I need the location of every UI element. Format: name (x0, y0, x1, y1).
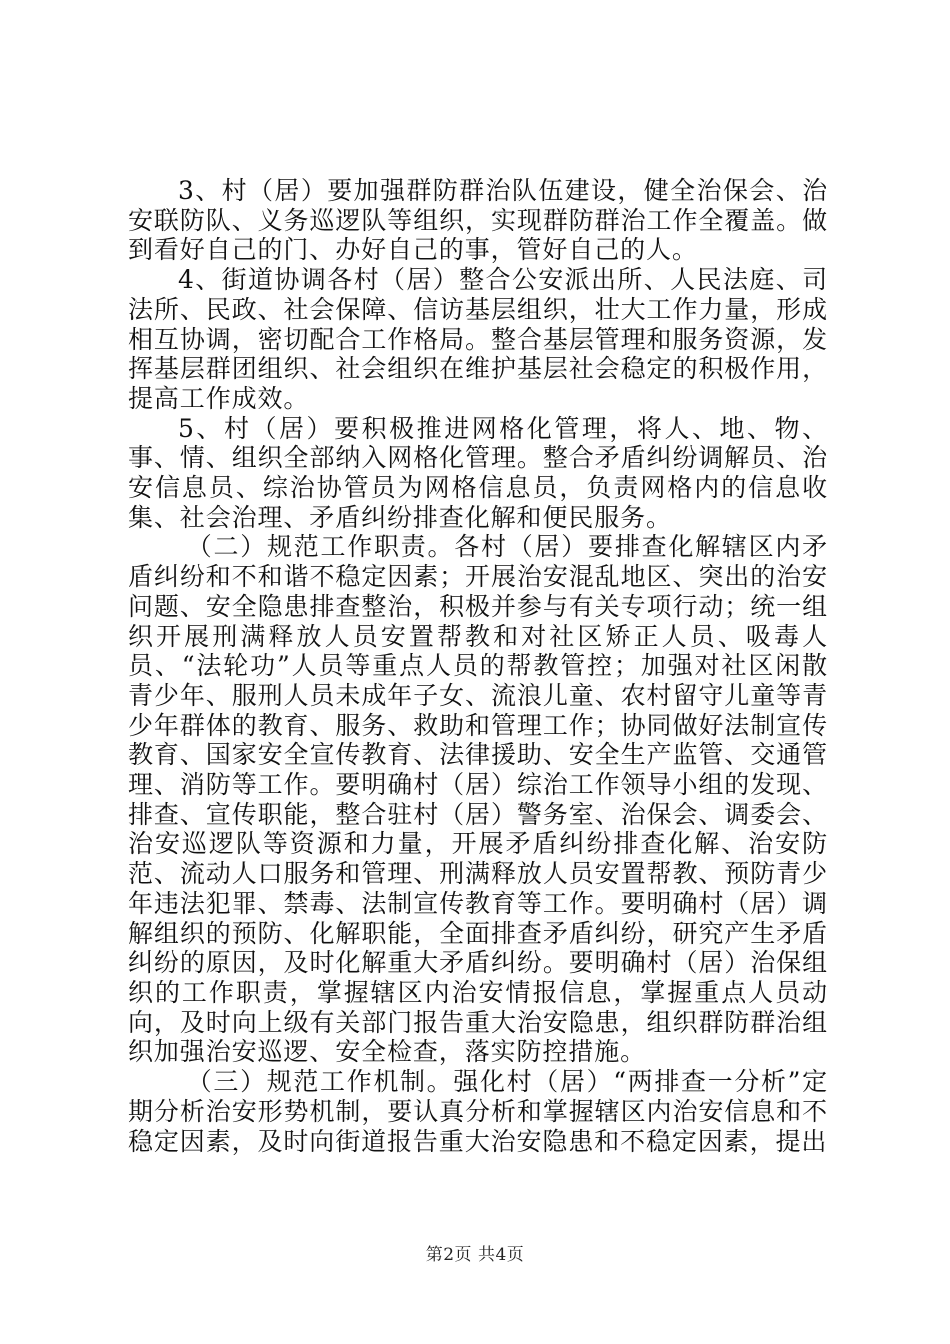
paragraph-item-4: 4、街道协调各村（居）整合公安派出所、人民法庭、司法所、民政、社会保障、信访基层组织，壮大工作力量，形成相互协调，密切配合工作格局。整合基层管理和服务资源，发挥基层群团组织、社会组织在维护基层社会稳定的积极作用，提高工作成效。 (128, 265, 828, 413)
paragraph-section-2: （二）规范工作职责。各村（居）要排查化解辖区内矛盾纠纷和不和谐不稳定因素；开展治安混乱地区、突出的治安问题、安全隐患排查整治，积极并参与有关专项行动；统一组织开展刑满释放人员安置帮教和对社区矫正人员、吸毒人员、“法轮功”人员等重点人员的帮教管控；加强对社区闲散青少年、服刑人员未成年子女、流浪儿童、农村留守儿童等青少年群体的教育、服务、救助和管理工作；协同做好法制宣传教育、国家安全宣传教育、法律援助、安全生产监管、交通管理、消防等工作。要明确村（居）综治工作领导小组的发现、排查、宣传职能，整合驻村（居）警务室、治保会、调委会、治安巡逻队等资源和力量，开展矛盾纠纷排查化解、治安防范、流动人口服务和管理、刑满释放人员安置帮教、预防青少年违法犯罪、禁毒、法制宣传教育等工作。要明确村（居）调解组织的预防、化解职能，全面排查矛盾纠纷，研究产生矛盾纠纷的原因，及时化解重大矛盾纠纷。要明确村（居）治保组织的工作职责，掌握辖区内治安情报信息，掌握重点人员动向，及时向上级有关部门报告重大治安隐患，组织群防群治组织加强治安巡逻、安全检查，落实防控措施。 (128, 532, 828, 1067)
page-number-footer: 第2页 共4页 (425, 1245, 525, 1265)
paragraph-item-5: 5、村（居）要积极推进网格化管理，将人、地、物、事、情、组织全部纳入网格化管理。整合矛盾纠纷调解员、治安信息员、综治协管员为网格信息员，负责网格内的信息收集、社会治理、矛盾纠纷排查化解和便民服务。 (128, 413, 828, 532)
document-body (128, 176, 828, 1156)
paragraph-item-3: 3、村（居）要加强群防群治队伍建设，健全治保会、治安联防队、义务巡逻队等组织，实现群防群治工作全覆盖。做到看好自己的门、办好自己的事，管好自己的人。 (128, 176, 828, 265)
paragraph-section-3: （三）规范工作机制。强化村（居）“两排查一分析”定期分析治安形势机制，要认真分析和掌握辖区内治安信息和不稳定因素，及时向街道报告重大治安隐患和不稳定因素，提出 (128, 1067, 828, 1156)
